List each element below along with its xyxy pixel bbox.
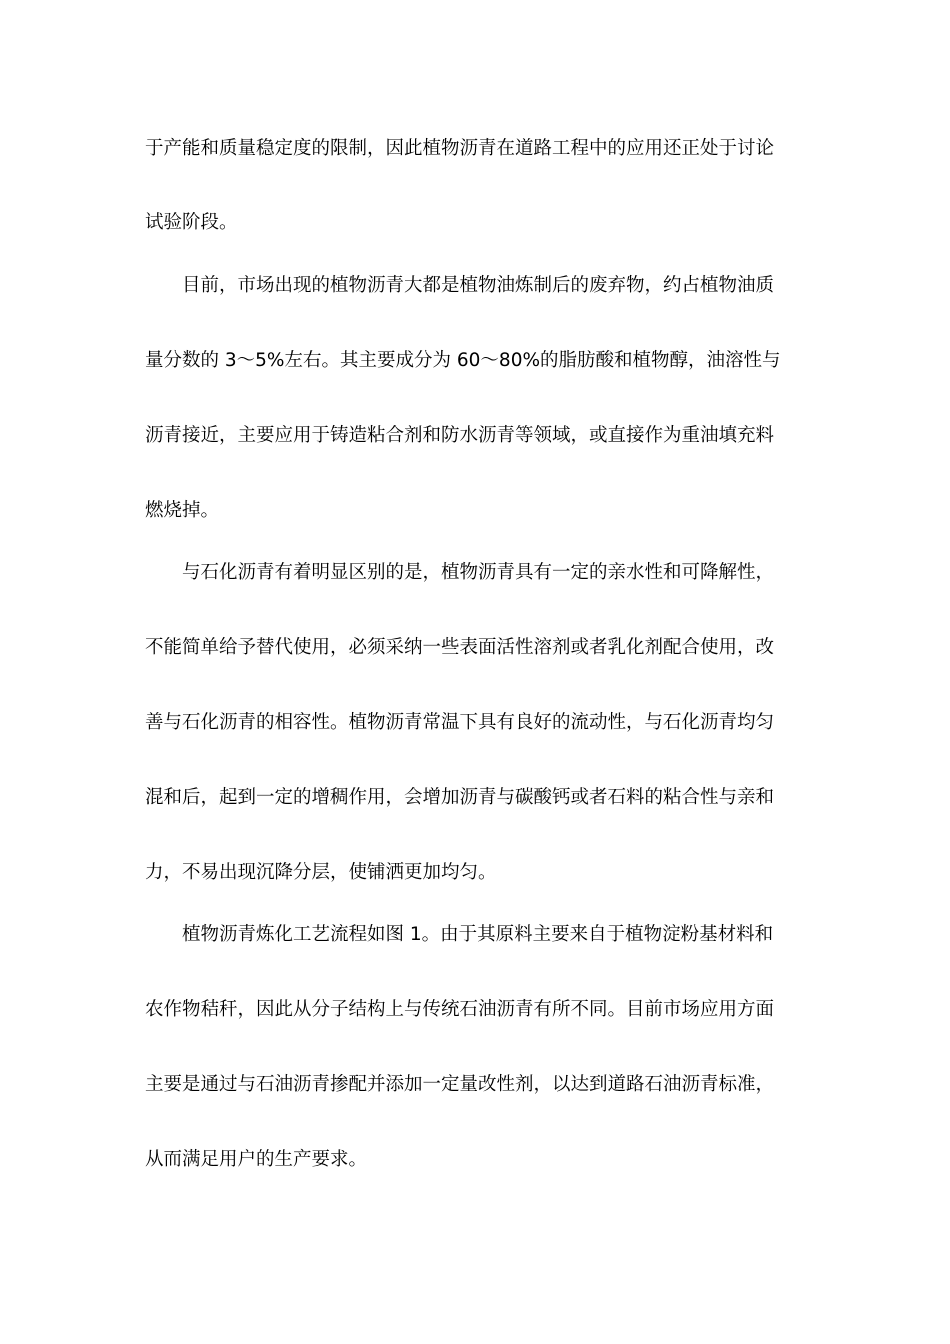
paragraph-line: 混和后，起到一定的增稠作用，会增加沥青与碳酸钙或者石料的粘合性与亲和 bbox=[145, 787, 775, 808]
paragraph-line: 量分数的 3～5%左右。其主要成分为 60～80%的脂肪酸和植物醇，油溶性与 bbox=[145, 350, 781, 371]
paragraph-line: 善与石化沥青的相容性。植物沥青常温下具有良好的流动性，与石化沥青均匀 bbox=[145, 712, 775, 733]
paragraph-line: 燃烧掉。 bbox=[145, 500, 220, 521]
paragraph-line: 力，不易出现沉降分层，使铺洒更加均匀。 bbox=[145, 862, 497, 883]
paragraph-line: 主要是通过与石油沥青掺配并添加一定量改性剂，以达到道路石油沥青标准， bbox=[145, 1074, 775, 1095]
paragraph-first-line: 植物沥青炼化工艺流程如图 1。由于其原料主要来自于植物淀粉基材料和 bbox=[182, 924, 774, 945]
paragraph-line: 于产能和质量稳定度的限制，因此植物沥青在道路工程中的应用还正处于讨论 bbox=[145, 138, 775, 159]
paragraph-line: 从而满足用户的生产要求。 bbox=[145, 1149, 368, 1170]
paragraph-line: 农作物秸秆，因此从分子结构上与传统石油沥青有所不同。目前市场应用方面 bbox=[145, 999, 775, 1020]
paragraph-first-line: 目前，市场出现的植物沥青大都是植物油炼制后的废弃物，约占植物油质 bbox=[182, 275, 775, 296]
paragraph-line: 试验阶段。 bbox=[145, 212, 238, 233]
paragraph-first-line: 与石化沥青有着明显区别的是，植物沥青具有一定的亲水性和可降解性， bbox=[182, 562, 775, 583]
paragraph-line: 沥青接近，主要应用于铸造粘合剂和防水沥青等领域，或直接作为重油填充料 bbox=[145, 425, 775, 446]
paragraph-line: 不能简单给予替代使用，必须采纳一些表面活性溶剂或者乳化剂配合使用，改 bbox=[145, 637, 775, 658]
